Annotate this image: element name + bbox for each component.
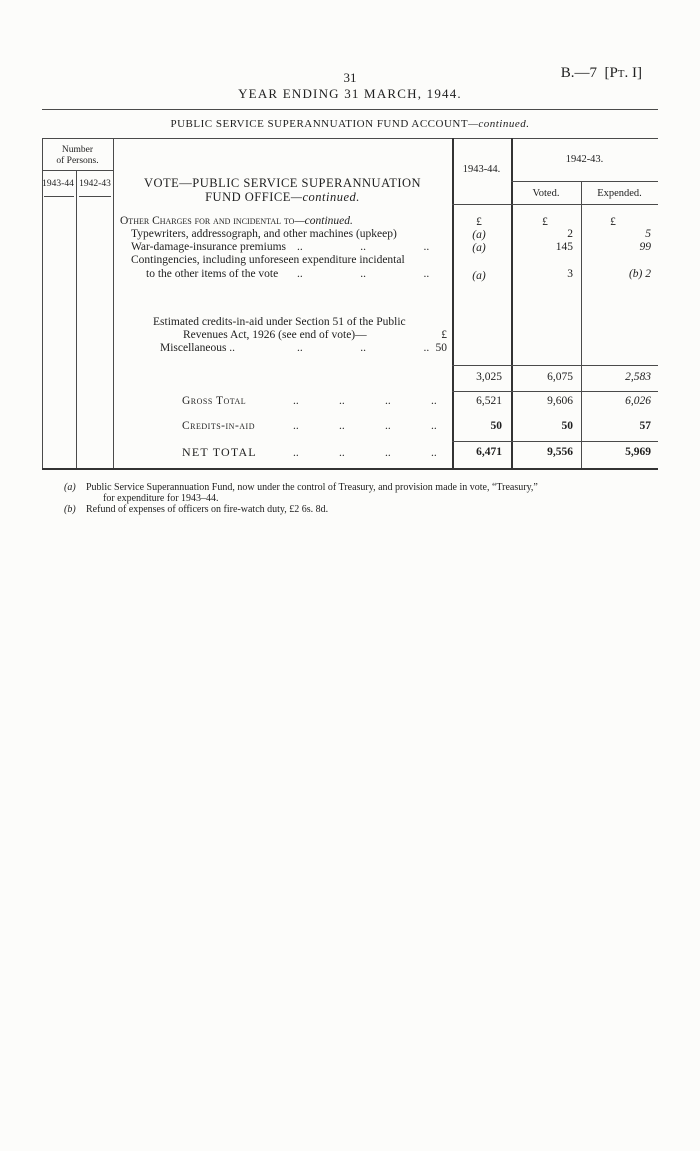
subtotal-1943-44: 3,025 xyxy=(476,371,502,383)
column-header-expended: Expended. xyxy=(597,188,642,199)
credits-note-line2: Revenues Act, 1926 (see end of vote)— xyxy=(183,329,367,341)
subtotal-expended: 2,583 xyxy=(625,371,651,383)
gross-total-expended: 6,026 xyxy=(625,395,651,407)
row-contingencies-voted: 3 xyxy=(567,268,573,280)
credits-in-aid-1943-44: 50 xyxy=(490,420,502,432)
net-total-label: NET TOTAL xyxy=(182,445,257,459)
page-number: 31 xyxy=(343,70,357,85)
row-war-damage-1943-44: (a) xyxy=(472,242,486,254)
credits-note-value: 50 xyxy=(435,342,447,354)
table-caption-text: PUBLIC SERVICE SUPERANNUATION FUND ACCOUNT xyxy=(170,118,469,130)
credits-in-aid-leaders: .. .. .. .. xyxy=(293,420,437,432)
column-header-1942-43: 1942-43. xyxy=(565,154,604,165)
row-war-damage-voted: 145 xyxy=(555,241,573,253)
footnote-a-line1: Public Service Superannuation Fund, now under the control of Treasury, and provision made in vote, “Treasury,” xyxy=(86,482,538,493)
persons-header-line2: of Persons. xyxy=(56,156,99,166)
column-header-voted: Voted. xyxy=(532,188,560,199)
vote-title-line2 xyxy=(113,190,452,204)
credits-in-aid-voted: 50 xyxy=(561,420,573,432)
net-total-top-rule xyxy=(452,441,658,442)
credits-in-aid-label: Credits-in-aid xyxy=(182,420,255,432)
subtotal-voted: 6,075 xyxy=(547,371,573,383)
persons-col-a-rule xyxy=(44,196,74,197)
persons-header-line1: Number xyxy=(61,145,94,155)
row-contingencies-leaders: .. .. .. xyxy=(297,268,430,280)
gross-total-label: Gross Total xyxy=(182,395,247,407)
vote-title-line1: VOTE—PUBLIC SERVICE SUPERANNUATION xyxy=(143,176,422,190)
row-war-damage-leaders: .. .. .. xyxy=(297,241,430,253)
row-typewriters-desc: Typewriters, addressograph, and other machines (upkeep) xyxy=(131,228,397,240)
year-title: YEAR ENDING 31 MARCH, 1944. xyxy=(238,86,462,101)
row-contingencies-expended: (b) 2 xyxy=(628,268,651,280)
persons-col-1943-44: 1943-44 xyxy=(42,179,74,189)
currency-symbol-1943-44: £ xyxy=(476,216,482,228)
span-1942-43-rule xyxy=(511,181,658,182)
persons-header-rule xyxy=(42,170,113,171)
gross-total-voted: 9,606 xyxy=(547,395,573,407)
gross-total-1943-44: 6,521 xyxy=(476,395,502,407)
column-header-1943-44: 1943-44. xyxy=(462,164,501,175)
section-heading xyxy=(120,215,353,228)
net-total-expended: 5,969 xyxy=(625,446,651,458)
persons-col-b-rule xyxy=(79,196,111,197)
net-total-leaders: .. .. .. .. xyxy=(293,447,437,459)
subtotal-top-rule xyxy=(452,365,658,366)
row-war-damage-expended: 99 xyxy=(639,241,651,253)
persons-column-divider xyxy=(76,170,77,469)
credits-note-leaders: .. .. .. xyxy=(297,342,430,354)
net-total-1943-44: 6,471 xyxy=(476,446,502,458)
section-heading-continued: —continued. xyxy=(294,215,353,227)
gross-total-leaders: .. .. .. .. xyxy=(293,395,437,407)
credits-note-currency: £ xyxy=(441,329,447,341)
table-caption xyxy=(0,118,700,131)
vote-title-line2-text: FUND OFFICE xyxy=(205,190,291,204)
credits-note-item: Miscellaneous .. xyxy=(160,342,236,354)
row-typewriters-expended: 5 xyxy=(645,228,651,240)
document-reference: B.—7 [Pt. I] xyxy=(560,65,642,81)
persons-col-1942-43: 1942-43 xyxy=(79,179,111,189)
footnote-a-line2: for expenditure for 1943–44. xyxy=(103,493,219,504)
column-header-rule xyxy=(452,204,658,205)
table-border-top xyxy=(42,138,658,139)
header-rule xyxy=(42,109,658,110)
section-heading-text: Other Charges for and incidental to xyxy=(120,215,295,227)
table-border-bottom xyxy=(42,468,658,470)
row-typewriters-1943-44: (a) xyxy=(472,229,486,241)
row-contingencies-1943-44: (a) xyxy=(472,270,486,282)
subtotal-bottom-rule xyxy=(452,391,658,392)
footnote-b-marker: (b) xyxy=(64,504,76,515)
table-caption-continued: —continued. xyxy=(468,118,530,130)
row-war-damage-desc: War-damage-insurance premiums xyxy=(131,241,286,253)
credits-note-line1: Estimated credits-in-aid under Section 51 of the Public xyxy=(153,316,406,328)
footnote-b-line1: Refund of expenses of officers on fire-watch duty, £2 6s. 8d. xyxy=(86,504,329,515)
credits-in-aid-expended: 57 xyxy=(639,420,651,432)
row-contingencies-desc-line1: Contingencies, including unforeseen expenditure incidental xyxy=(131,254,405,266)
net-total-voted: 9,556 xyxy=(547,446,573,458)
row-typewriters-voted: 2 xyxy=(567,228,573,240)
currency-symbol-voted: £ xyxy=(542,216,548,228)
row-contingencies-desc-line2: to the other items of the vote xyxy=(146,268,279,280)
footnote-a-marker: (a) xyxy=(64,482,76,493)
vote-title-line2-continued: —continued. xyxy=(290,190,360,204)
currency-symbol-expended: £ xyxy=(610,216,616,228)
